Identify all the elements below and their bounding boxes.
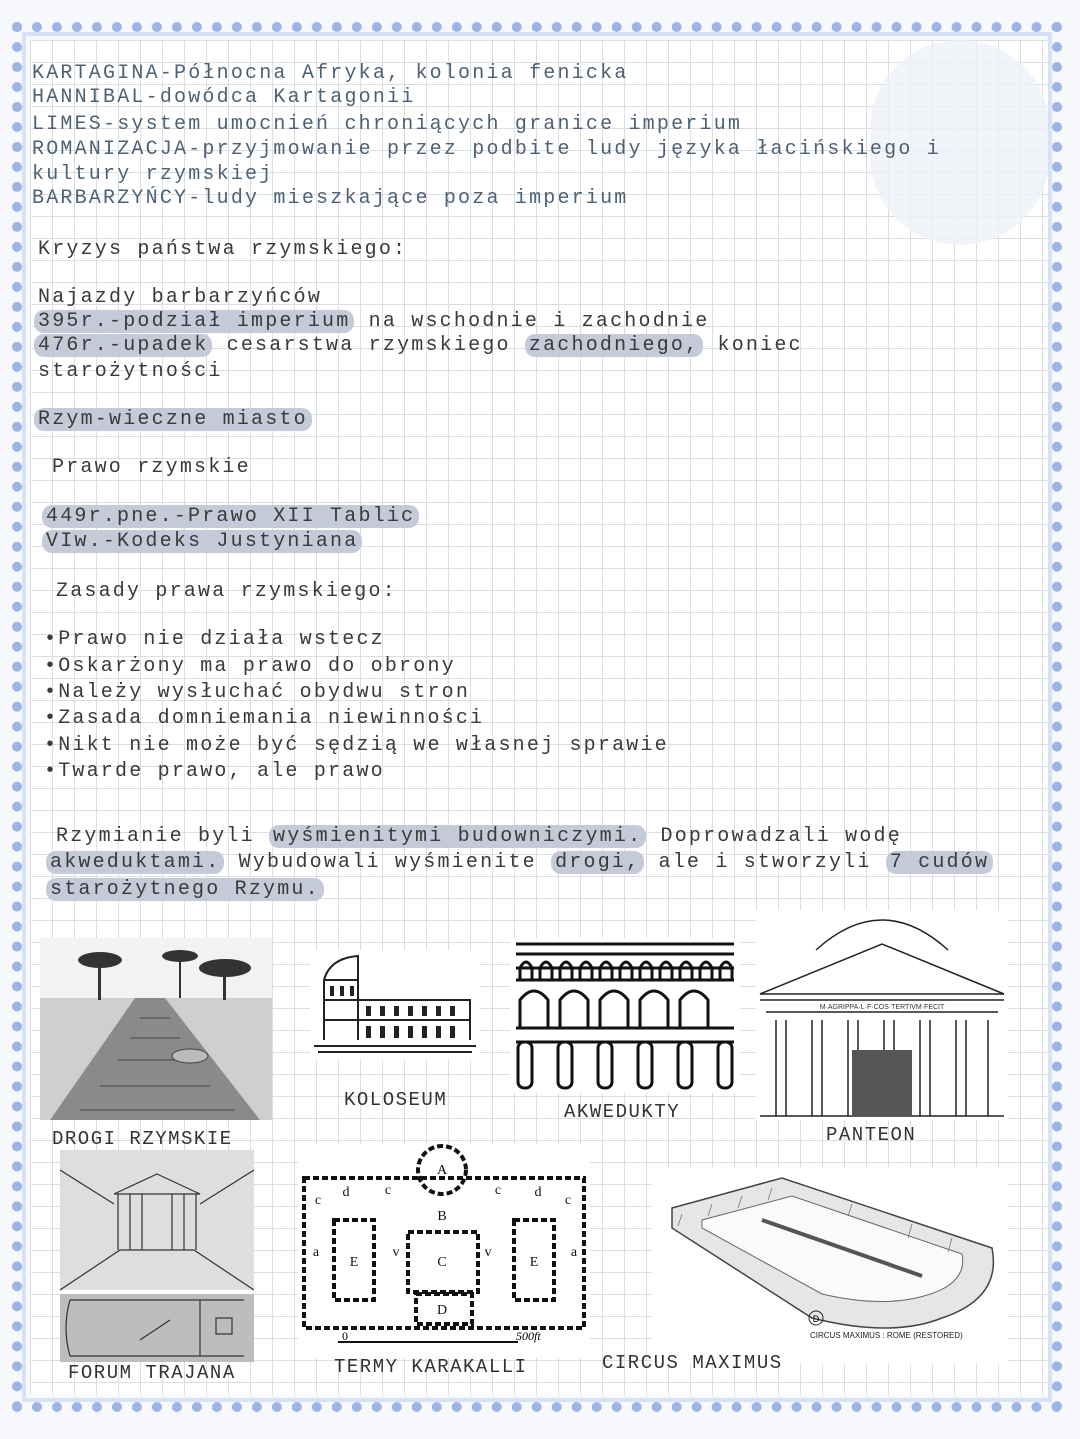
forum-trajana-image [60,1150,254,1362]
text-span: Rzymianie byli [56,825,270,848]
principle-item: •Oskarżony ma prawo do obrony [44,655,456,678]
highlight: drogi, [551,851,644,874]
svg-text:B: B [437,1209,447,1224]
svg-text:E: E [349,1255,359,1270]
crisis-line-395 [34,310,710,333]
pantheon-inscription: M·AGRIPPA·L·F·COS·TERTIVM·FECIT [819,1004,945,1011]
svg-text:c: c [384,1183,392,1198]
highlight: Rzym-wieczne miasto [34,408,312,431]
caption-forum: FORUM TRAJANA [68,1362,236,1384]
svg-text:D: D [812,1314,820,1324]
caption-baths: TERMY KARAKALLI [334,1356,528,1378]
highlight: starożytnego Rzymu. [46,878,324,901]
definition-kartagina: KARTAGINA-Północna Afryka, kolonia fenicka [32,62,629,85]
caption-colosseum: KOLOSEUM [344,1089,448,1111]
principle-item: •Prawo nie działa wstecz [44,628,385,651]
highlight: 449r.pne.-Prawo XII Tablic [42,505,419,528]
builders-line-3 [46,878,324,901]
svg-text:a: a [312,1245,320,1260]
plan-scale: 500ft [516,1329,541,1343]
definition-romanizacja: ROMANIZACJA-przyjmowanie przez podbite ludy języka łacińskiego i [32,138,941,161]
law-date-449 [42,505,419,528]
caption-roads: DROGI RZYMSKIE [52,1128,233,1150]
svg-text:a: a [570,1245,578,1260]
caption-circus: CIRCUS MAXIMUS [602,1352,783,1374]
svg-text:d: d [342,1185,350,1200]
pantheon-image [756,910,1008,1120]
principle-item: •Nikt nie może być sędzią we własnej sprawie [44,734,669,757]
crisis-heading: Kryzys państwa rzymskiego: [38,238,408,261]
highlight: 476r.-upadek [34,334,212,357]
svg-text:A: A [436,1163,448,1178]
svg-text:c: c [314,1193,322,1208]
text-span: Doprowadzali wodę [646,825,902,848]
principle-item: •Należy wysłuchać obydwu stron [44,681,471,704]
svg-text:c: c [494,1183,502,1198]
circus-maximus-image [652,1168,1008,1364]
highlight: zachodniego, [525,334,703,357]
circus-label: CIRCUS MAXIMUS : ROME (RESTORED) [810,1331,963,1340]
highlight: VIw.-Kodeks Justyniana [42,530,362,553]
definition-hannibal: HANNIBAL-dowódca Kartagonii [32,86,416,109]
text-span: ale i stworzyli [644,851,886,874]
text-span: koniec [703,334,803,357]
crisis-line-end: starożytności [38,360,223,383]
caption-aqueducts: AKWEDUKTY [564,1101,681,1123]
svg-text:d: d [534,1185,542,1200]
svg-text:D: D [436,1303,448,1318]
baths-plan-image [298,1144,590,1358]
rome-line [34,408,312,431]
principles-heading: Zasady prawa rzymskiego: [56,580,397,603]
highlight: 7 cudów [886,851,993,874]
definition-barbarzyncy: BARBARZYŃCY-ludy mieszkające poza imperium [32,187,629,210]
colosseum-image [310,950,480,1060]
builders-line-1 [56,825,902,848]
caption-pantheon: PANTEON [826,1124,917,1146]
text-span: cesarstwa rzymskiego [212,334,525,357]
crisis-line-476 [34,334,803,357]
roman-road-image [40,938,272,1120]
highlight: akweduktami. [46,851,224,874]
svg-text:E: E [529,1255,539,1270]
crisis-subheading: Najazdy barbarzyńców [38,286,323,309]
svg-text:c: c [564,1193,572,1208]
principle-item: •Zasada domniemania niewinności [44,707,485,730]
svg-text:C: C [437,1255,447,1270]
highlight: wyśmienitymi budowniczymi. [269,825,646,848]
law-date-vi [42,530,362,553]
text-span: Wybudowali wyśmienite [224,851,552,874]
highlight: 395r.-podział imperium [34,310,354,333]
definition-romanizacja-cont: kultury rzymskiej [32,163,274,186]
aqueduct-image [510,938,740,1093]
text-span: na wschodnie i zachodnie [354,310,710,333]
svg-text:v: v [392,1245,400,1260]
svg-text:0: 0 [342,1329,348,1343]
law-heading: Prawo rzymskie [52,456,251,479]
definition-limes: LIMES-system umocnień chroniących granice imperium [32,113,743,136]
principle-item: •Twarde prawo, ale prawo [44,760,385,783]
svg-text:v: v [484,1245,492,1260]
builders-line-2 [46,851,993,874]
